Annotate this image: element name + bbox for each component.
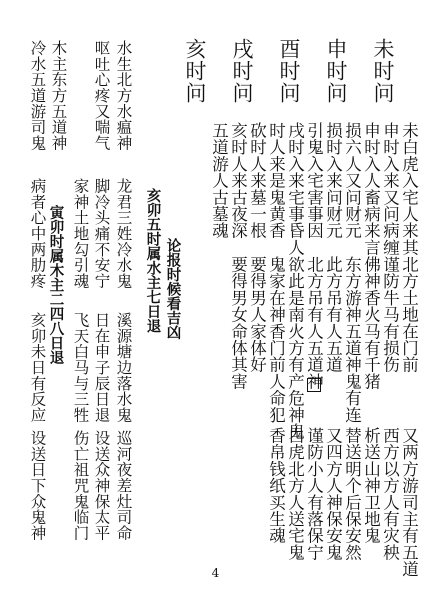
text-column: 要得男女命体其害	[228, 256, 248, 390]
text-column: 飞天白马与三牲	[71, 312, 90, 423]
text-column	[343, 256, 360, 423]
text-column: 亥卯未日有反应	[28, 312, 47, 423]
text-column: 五道游人古墓魂	[209, 122, 229, 239]
text-column	[400, 256, 417, 373]
text-column: 日在申子辰日退	[92, 312, 111, 423]
text-segment: 北方土地在门前	[399, 256, 419, 373]
header-hai: 亥时问	[183, 38, 207, 104]
header-wei: 未时问	[371, 38, 395, 104]
text-segment: 佛神香火马有千猪	[361, 256, 381, 390]
text-column: 脚冷头痛不安宁	[92, 178, 111, 289]
text-column: 亥时人来古夜深	[228, 122, 248, 239]
text-column: 损时入来问财元	[323, 122, 343, 239]
text-column: 白虎北方人送宅鬼	[285, 427, 305, 561]
text-column: 龙君三姓冷水鬼	[114, 178, 133, 289]
text-column: 又四方人神保安鬼	[323, 427, 343, 561]
text-column: 又两方游司主有五道	[399, 427, 419, 578]
text-column: 未白虎入宅人来其	[399, 122, 419, 256]
text-column: 砍时人来墓一根	[247, 122, 267, 239]
text-segment: 此方吊有人五道	[323, 256, 343, 373]
text-column: 病者心中两肋疼	[28, 178, 47, 289]
text-column	[381, 256, 398, 373]
text-column: 冷水五道游司鬼	[28, 40, 47, 151]
text-column: 巡河夜差灶司命	[114, 430, 133, 541]
text-column: 时人来是鬼黄香	[266, 122, 286, 239]
text-column: 水生北方水瘟神	[114, 40, 133, 151]
bold-heading-column: 寅卯时属木主二四八日退	[47, 205, 65, 365]
header-shen: 申时问	[324, 38, 348, 104]
text-column: 谨防小人有落保宁	[304, 427, 324, 561]
text-segment: 北方吊有人五道神	[304, 256, 324, 390]
text-column: 要得男人家体好	[247, 256, 267, 373]
text-column: 木主东方五道神	[49, 40, 68, 151]
text-column: 设送众神保太平	[92, 430, 111, 541]
text-segment: 谨防牛马有损伤	[380, 256, 400, 373]
text-column: 析送山神卫地鬼	[361, 427, 381, 544]
text-column	[324, 256, 341, 373]
bold-heading-column: 亥卯五时属水主七日退	[144, 188, 162, 333]
square-symbol-icon	[307, 378, 321, 392]
header-you: 酉时问	[277, 38, 301, 104]
header-xu: 戌时问	[230, 38, 254, 104]
text-column	[362, 256, 379, 390]
text-column: 西方以方人有灾秧	[380, 427, 400, 561]
bold-heading-column: 论报时候看吉凶	[164, 238, 182, 340]
text-column: 溪源塘边落水鬼	[114, 312, 133, 423]
text-column: 申时入来又问病缠	[380, 122, 400, 256]
text-column: 损六人又问财元	[342, 122, 362, 239]
text-column: 鬼家在神香门前人命犯	[266, 256, 286, 423]
text-column: 设送日下众鬼神	[28, 430, 47, 541]
text-column: 引鬼入宅害事因	[304, 122, 324, 239]
text-column: 戌时入来宅事昏人	[285, 122, 305, 256]
text-column: 欲此是南火方有产危神鬼	[285, 256, 305, 440]
page-number: 4	[211, 566, 220, 580]
text-column	[305, 256, 322, 390]
text-column: 家神土地勾引魂	[71, 178, 90, 289]
text-column: 呕吐心疼又喘气	[92, 40, 111, 151]
text-column: 香帛钱纸买生魂	[266, 427, 286, 544]
text-column: 申时入人畜病来言	[361, 122, 381, 256]
text-column: 替送明个后保安然	[342, 427, 362, 561]
text-segment: 东方游神五道神鬼有连	[342, 256, 362, 423]
text-column: 伤亡祖咒鬼临门	[71, 430, 90, 541]
